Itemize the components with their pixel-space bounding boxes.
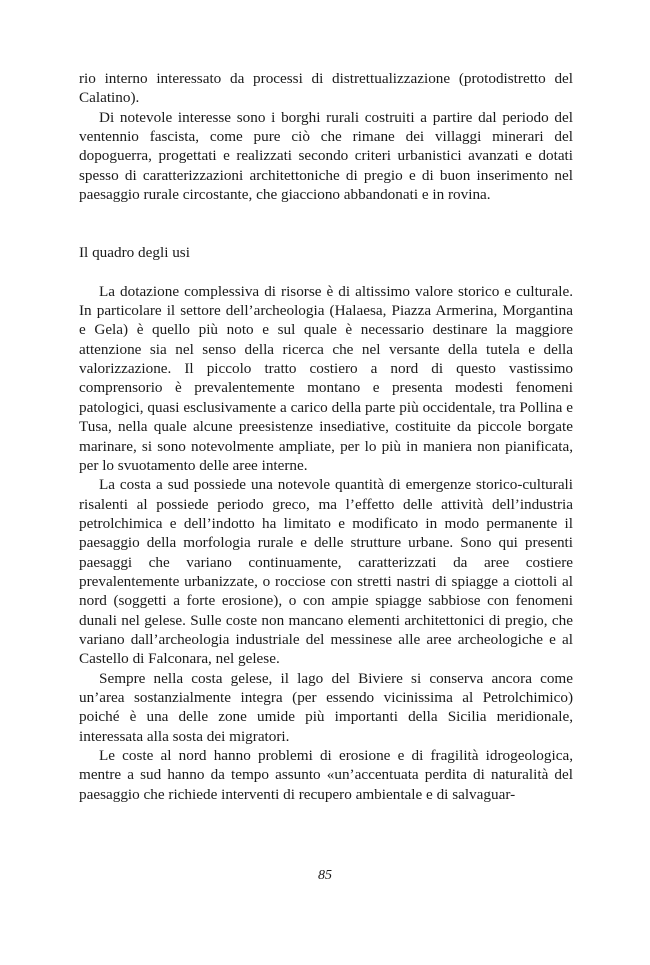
paragraph-lago-biviere: Sempre nella costa gelese, il lago del Biviere si conserva ancora come un’area sostanzialmente integra (per essendo vicinissima al Petrolchimico) poiché è una delle zone umide più importanti della Sicilia meridionale, interessata alla sosta dei migratori.	[79, 669, 573, 745]
page-body	[79, 69, 573, 804]
page-number: 85	[318, 868, 332, 883]
paragraph-borghi-rurali: Di notevole interesse sono i borghi rurali costruiti a partire dal periodo del ventennio fascista, come pure ciò che rimane dei villaggi minerari del dopoguerra, progettati e realizzati secondo criteri urbanistici avanzati e dotati spesso di caratterizzazioni architettoniche di pregio e di buon inserimento nel paesaggio rurale circostante, che giacciono abbandonati e in rovina.	[79, 108, 573, 204]
paragraph-continuation: rio interno interessato da processi di distrettualizzazione (protodistretto del Calatino).	[79, 70, 573, 107]
paragraph-costa-sud: La costa a sud possiede una notevole quantità di emergenze storico-culturali risalenti al possiede periodo greco, ma l’effetto delle attività dell’industria petrolchimica e dell’indotto ha limitato e modificato in modo permanente il paesaggio della morfologia rurale e delle strutture urbane. Sono qui presenti paesaggi che variano continuamente, caratterizzati da aree costiere prevalentemente urbanizzate, o rocciose con stretti nastri di spiagge a ciottoli al nord (soggetti a forte erosione), o con ampie spiagge sabbiose con fenomeni dunali nel gelese. Sulle coste non mancano elementi architettonici di pregio, che variano dall’archeologia industriale del messinese alle aree archeologiche e al Castello di Falconara, nel gelese.	[79, 476, 573, 668]
paragraph-dotazione-risorse: La dotazione complessiva di risorse è di altissimo valore storico e culturale. In particolare il settore dell’archeologia (Halaesa, Piazza Armerina, Morgantina e Gela) è quello più noto e sul quale è necessario destinare la maggiore attenzione sia nel senso della ricerca che nel versante della tutela e della valorizzazione. Il piccolo tratto costiero a nord di questo vastissimo comprensorio è prevalentemente montano e presenta modesti fenomeni patologici, quasi esclusivamente a carico della parte più occidentale, tra Pollina e Tusa, nella quale alcune preesistenze insediative, costituite da piccole borgate marinare, si sono notevolmente ampliate, per lo più in maniera non pianificata, per lo svuotamento delle aree interne.	[79, 282, 573, 474]
section-heading: Il quadro degli usi	[79, 244, 190, 262]
paragraph-coste-nord: Le coste al nord hanno problemi di erosione e di fragilità idrogeologica, mentre a sud hanno da tempo assunto «un’accentuata perdita di naturalità del paesaggio che richiede interventi di recupero ambientale e di salvaguar-	[79, 747, 573, 803]
